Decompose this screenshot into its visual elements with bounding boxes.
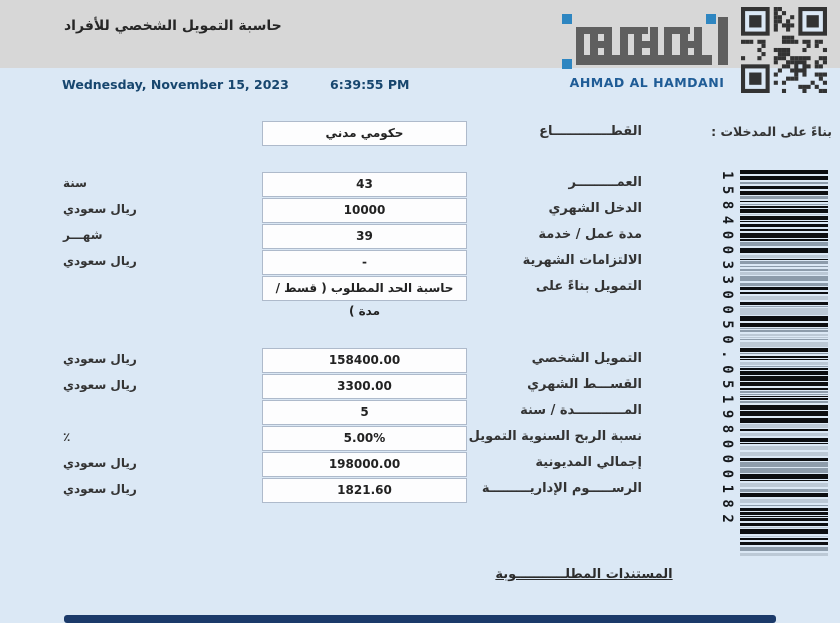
result-field: 5 <box>262 400 467 425</box>
result-label: إجمالي المديونية <box>535 455 642 470</box>
result-row <box>0 374 840 400</box>
sector-row <box>0 121 840 147</box>
result-row <box>0 478 840 504</box>
input-row <box>0 250 840 276</box>
sector-field[interactable]: حكومي مدني <box>262 121 467 146</box>
unit-label: ٪ <box>63 430 71 444</box>
result-field: 158400.00 <box>262 348 467 373</box>
input-field[interactable]: 39 <box>262 224 467 249</box>
unit-label: ريال سعودي <box>63 378 137 392</box>
result-label: التمويل الشخصي <box>531 351 642 366</box>
result-label: القســـط الشهري <box>527 377 642 392</box>
input-label: الدخل الشهري <box>548 201 642 216</box>
input-field[interactable]: - <box>262 250 467 275</box>
result-row <box>0 400 840 426</box>
input-row <box>0 276 840 318</box>
result-field: 5.00% <box>262 426 467 451</box>
input-row <box>0 172 840 198</box>
unit-label: ريال سعودي <box>63 456 137 470</box>
required-documents-link[interactable]: المستندات المطلـــــــــــوبة <box>495 567 673 582</box>
unit-label: شهـــر <box>63 228 103 242</box>
brand-name: AHMAD AL HAMDANI <box>569 75 725 90</box>
barcode-icon <box>740 170 828 558</box>
result-row <box>0 452 840 478</box>
input-label: مدة عمل / خدمة <box>538 227 642 242</box>
result-label: المـــــــــــدة / سنة <box>520 403 642 418</box>
input-label: العمـــــــــر <box>568 175 642 190</box>
input-field[interactable]: 43 <box>262 172 467 197</box>
unit-label: ريال سعودي <box>63 202 137 216</box>
unit-label: ريال سعودي <box>63 254 137 268</box>
input-field[interactable]: حاسبة الحد المطلوب ( قسط / مدة ) <box>262 276 467 301</box>
unit-label: سنة <box>63 176 87 190</box>
unit-label: ريال سعودي <box>63 352 137 366</box>
input-field[interactable]: 10000 <box>262 198 467 223</box>
input-row <box>0 224 840 250</box>
unit-label: ريال سعودي <box>63 482 137 496</box>
input-row <box>0 198 840 224</box>
bottom-accent-bar <box>64 615 776 623</box>
result-label: الرســـــوم الإداريـــــــــة <box>481 481 642 496</box>
result-field: 198000.00 <box>262 452 467 477</box>
current-time: 6:39:55 PM <box>330 77 410 92</box>
current-date: Wednesday, November 15, 2023 <box>62 77 289 92</box>
result-field: 3300.00 <box>262 374 467 399</box>
result-row <box>0 348 840 374</box>
based-on-inputs-label: بناءً على المدخلات : <box>711 124 832 139</box>
result-row <box>0 426 840 452</box>
qr-code-icon <box>741 7 827 93</box>
result-label: نسبة الربح السنوية التمويل <box>468 429 642 444</box>
brand-logo-icon <box>562 11 732 75</box>
input-label: الالتزامات الشهرية <box>522 253 642 268</box>
input-label: التمويل بناءً على <box>535 279 642 294</box>
sector-label: القطـــــــــــــاع <box>539 124 642 139</box>
result-field: 1821.60 <box>262 478 467 503</box>
barcode-text: 158400330050.05198000182 <box>719 171 735 530</box>
app-title: حاسبة التمويل الشخصي للأفراد <box>64 18 282 34</box>
